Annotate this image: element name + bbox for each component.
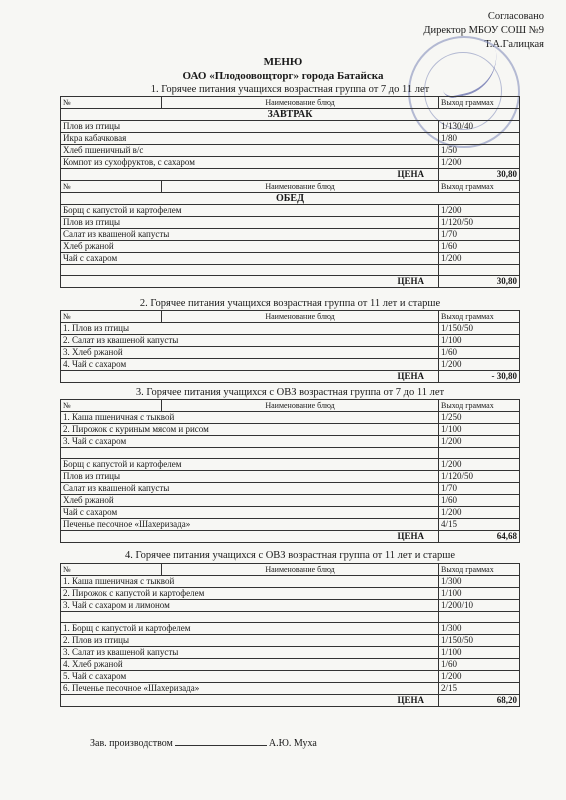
table-row: 1. Борщ с капустой и картофелем 1/300	[61, 623, 520, 635]
meal-heading: ЗАВТРАК	[61, 109, 520, 121]
table-row: Салат из квашеной капусты 1/70	[61, 483, 520, 495]
meal-heading: ОБЕД	[61, 193, 520, 205]
menu-table	[60, 96, 520, 288]
organization-name: ОАО «Плодоовощторг» города Батайска	[182, 70, 384, 82]
menu-table	[60, 563, 520, 707]
table-row: 3. Салат из квашеной капусты 1/100	[61, 647, 520, 659]
signature-line	[90, 738, 317, 749]
table-row: 4. Чай с сахаром 1/200	[61, 359, 520, 371]
table-header: № Наименование блюд Выход граммах	[61, 181, 520, 193]
section-title: 2. Горячее питания учащихся возрастная группа от 11 лет и старше	[139, 298, 441, 309]
page-title: МЕНЮ	[263, 56, 303, 68]
table-row: 4. Хлеб ржаной 1/60	[61, 659, 520, 671]
signature-name: А.Ю. Муха	[268, 738, 317, 749]
table-row: 5. Чай с сахаром 1/200	[61, 671, 520, 683]
table-row: Чай с сахаром 1/200	[61, 507, 520, 519]
section-title: 1. Горячее питания учащихся возрастная группа от 7 до 11 лет	[150, 84, 430, 95]
table-row: 1. Плов из птицы 1/150/50	[61, 323, 520, 335]
table-row: Хлеб пшеничный в/с 1/50	[61, 145, 520, 157]
table-row: Борщ с капустой и картофелем 1/200	[61, 459, 520, 471]
blank-row	[61, 448, 520, 459]
section-title: 3. Горячее питания учащихся с ОВЗ возрастная группа от 7 до 11 лет	[135, 387, 445, 398]
table-row: Компот из сухофруктов, с сахаром 1/200	[61, 157, 520, 169]
approval-line: Т.А.Галицкая	[484, 39, 544, 50]
blank-row	[61, 612, 520, 623]
approval-line: Согласовано	[487, 11, 544, 22]
table-row: 6. Печенье песочное «Шахеризада» 2/15	[61, 683, 520, 695]
table-row: 3. Чай с сахаром 1/200	[61, 436, 520, 448]
table-row: Салат из квашеной капусты 1/70	[61, 229, 520, 241]
table-row: Плов из птицы 1/130/40	[61, 121, 520, 133]
signature-label: Зав. производством	[90, 738, 173, 749]
price-row: ЦЕНА 30,80	[61, 169, 520, 181]
menu-table	[60, 399, 520, 543]
table-row: 2. Пирожок с куриным мясом и рисом 1/100	[61, 424, 520, 436]
signature-underline	[175, 745, 267, 746]
table-row: Чай с сахаром 1/200	[61, 253, 520, 265]
table-row: Хлеб ржаной 1/60	[61, 241, 520, 253]
table-row: 2. Плов из птицы 1/150/50	[61, 635, 520, 647]
price-row: ЦЕНА 30,80	[61, 276, 520, 288]
table-header: № Наименование блюд Выход граммах	[61, 97, 520, 109]
price-row: ЦЕНА - 30,80	[61, 371, 520, 383]
table-row: 3. Чай с сахаром и лимоном 1/200/10	[61, 600, 520, 612]
price-row: ЦЕНА 64,68	[61, 531, 520, 543]
table-header: № Наименование блюд Выход граммах	[61, 400, 520, 412]
table-row: Плов из птицы 1/120/50	[61, 471, 520, 483]
table-row: 3. Хлеб ржаной 1/60	[61, 347, 520, 359]
table-row: 2. Пирожок с капустой и картофелем 1/100	[61, 588, 520, 600]
table-row: 1. Каша пшеничная с тыквой 1/300	[61, 576, 520, 588]
price-row: ЦЕНА 68,20	[61, 695, 520, 707]
table-row: 2. Салат из квашеной капусты 1/100	[61, 335, 520, 347]
table-row: Икра кабачковая 1/80	[61, 133, 520, 145]
table-row: 1. Каша пшеничная с тыквой 1/250	[61, 412, 520, 424]
menu-table	[60, 310, 520, 383]
blank-row	[61, 265, 520, 276]
section-title: 4. Горячее питания учащихся с ОВЗ возрастная группа от 11 лет и старше	[124, 550, 456, 561]
approval-line: Директор МБОУ СОШ №9	[423, 25, 544, 36]
table-row: Печенье песочное «Шахеризада» 4/15	[61, 519, 520, 531]
table-header: № Наименование блюд Выход граммах	[61, 311, 520, 323]
table-row: Плов из птицы 1/120/50	[61, 217, 520, 229]
table-header: № Наименование блюд Выход граммах	[61, 564, 520, 576]
table-row: Борщ с капустой и картофелем 1/200	[61, 205, 520, 217]
table-row: Хлеб ржаной 1/60	[61, 495, 520, 507]
